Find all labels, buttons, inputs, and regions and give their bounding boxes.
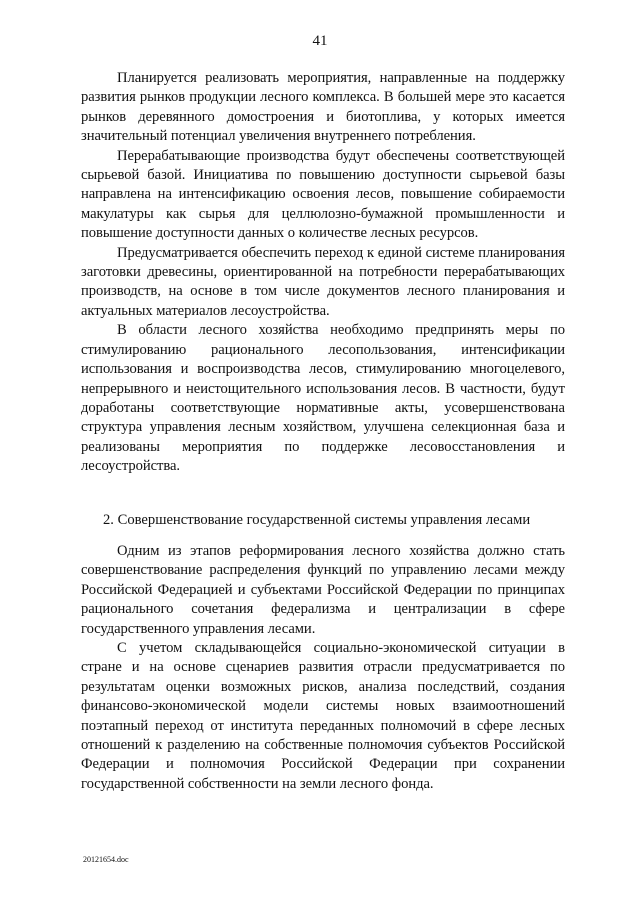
paragraph: С учетом складывающейся социально-экономической ситуации в стране и на основе сценариев развития отрасли предусматривается по результатам оценки возможных рисков, анализа последствий, создания финансово-экономической модели системы новых взаимоотношений поэтапный переход от института переданных полномочий в сфере лесных отношений к разделению на собственные полномочия субъектов Российской Федерации и полномочия Российской Федерации при сохранении государственной собственности на земли лесного фонда. <box>81 640 565 792</box>
paragraph: Одним из этапов реформирования лесного хозяйства должно стать совершенствование распределения функций по управлению лесами между Российской Федерацией и субъектами Российской Федерации по принципах рационального сочетания федерализма и централизации в сфере государственного управления лесами. <box>81 543 565 637</box>
section-heading: 2. Совершенствование государственной системы управления лесами <box>103 512 531 528</box>
footer-filename: 20121654.doc <box>83 855 129 864</box>
page-number: 41 <box>312 33 328 49</box>
paragraph: В области лесного хозяйства необходимо предпринять меры по стимулированию рационального лесопользования, интенсификации использования и воспроизводства лесов, стимулированию многоцелевого, непрерывного и неистощительного использования лесов. В частности, будут доработаны соответствующие нормативные акты, усовершенствована структура управления лесным хозяйством, улучшена селекционная база и реализованы мероприятия по поддержке лесовосстановления и лесоустройства. <box>81 322 565 475</box>
paragraph: Планируется реализовать мероприятия, направленные на поддержку развития рынков продукции лесного комплекса. В большей мере это касается рынков деревянного домостроения и биотоплива, у которых имеется значительный потенциал увеличения внутреннего потребления. <box>81 70 565 145</box>
body-text-after-heading <box>81 542 565 794</box>
body-text-before-heading <box>81 69 565 477</box>
paragraph: Перерабатывающие производства будут обеспечены соответствующей сырьевой базой. Инициатива по повышению доступности сырьевой базы направлена на интенсификацию освоения лесов, повышение собираемости макулатуры как сырья для целлюлозно-бумажной промышленности и повышение доступности данных о количестве лесных ресурсов. <box>81 147 565 242</box>
paragraph: Предусматривается обеспечить переход к единой системе планирования заготовки древесины, ориентированной на потребности перерабатывающих производств, на основе в том числе документов лесного планирования и актуальных материалов лесоустройства. <box>81 244 565 319</box>
